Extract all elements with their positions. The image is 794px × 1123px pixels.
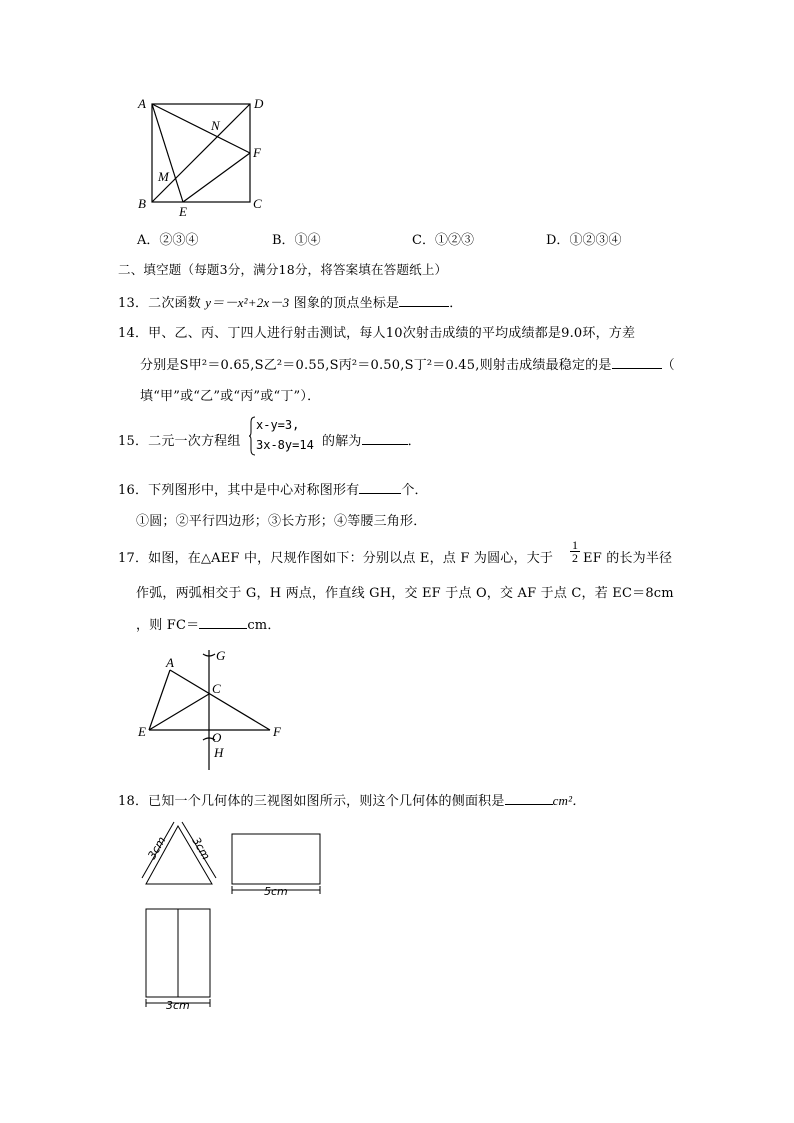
question-17-line3: ，则 FC＝ cm． <box>136 618 281 633</box>
answer-blank-15[interactable] <box>362 432 408 445</box>
label-o: O <box>212 730 222 745</box>
choice-d[interactable]: D．①②③④ <box>546 233 622 248</box>
segment-ec <box>149 694 209 730</box>
question-14-line1: 14．甲、乙、丙、丁四人进行射击测试，每人10次射击成绩的平均成绩都是9.0环，方差 <box>118 326 636 341</box>
label-d: D <box>254 96 264 111</box>
q12-choices <box>0 229 794 249</box>
answer-blank-13[interactable] <box>399 294 449 307</box>
segment-af <box>170 670 270 730</box>
triangle-figure <box>130 646 300 772</box>
brace-icon <box>248 416 256 456</box>
question-13: 13．二次函数 y＝－x²+2x－3 图象的顶点坐标是 ． <box>118 295 463 311</box>
answer-blank-14[interactable] <box>612 356 662 369</box>
dim-label-right: 3cm <box>189 835 213 863</box>
label-f: F <box>253 145 261 160</box>
label-a: A <box>138 96 146 111</box>
label-m: M <box>158 169 169 184</box>
answer-blank-16[interactable] <box>359 481 401 494</box>
dim-label-left: 3cm <box>145 834 169 862</box>
diagonal-bd <box>152 104 250 202</box>
section-heading: 二、填空题（每题3分，满分18分，将答案填在答题纸上） <box>118 262 448 277</box>
label-a: A <box>166 655 174 670</box>
segment-ae <box>149 670 170 730</box>
fraction-one-half: 1 2 <box>572 538 578 565</box>
choice-c[interactable]: C．①②③ <box>412 233 474 248</box>
question-17-line1b: EF 的长为半径 <box>583 551 673 566</box>
answer-blank-17[interactable] <box>199 616 247 629</box>
question-18: 18．已知一个几何体的三视图如图所示，则这个几何体的侧面积是 cm²． <box>118 793 586 809</box>
choice-a[interactable]: A．②③④ <box>137 233 199 248</box>
question-16-line1: 16．下列图形中，其中是中心对称图形有 个． <box>118 483 428 498</box>
label-e: E <box>179 204 187 219</box>
question-15-tail: 的解为 ． <box>322 434 421 449</box>
answer-blank-18[interactable] <box>505 792 553 805</box>
equation-2: 3x-8y=14 <box>256 438 314 452</box>
dim-label-top: 3cm <box>166 999 190 1012</box>
label-c: C <box>212 681 221 696</box>
label-g: G <box>216 648 226 663</box>
choice-b[interactable]: B．①④ <box>272 233 321 248</box>
label-f: F <box>273 724 281 739</box>
side-view-rectangle <box>232 834 320 884</box>
label-c: C <box>253 196 262 211</box>
square-figure <box>130 92 280 222</box>
label-b: B <box>138 196 146 211</box>
label-e: E <box>138 724 146 739</box>
dim-label-side: 5cm <box>264 885 288 898</box>
question-14-line2: 分别是S甲²＝0.65,S乙²＝0.55,S丙²＝0.50,S丁²＝0.45,则射击成绩最稳定的是 （ <box>140 358 675 373</box>
question-16-line2: ①圆；②平行四边形；③长方形；④等腰三角形． <box>136 514 427 529</box>
three-views-figure <box>130 816 330 1016</box>
segment-af <box>152 104 250 153</box>
label-n: N <box>211 118 220 133</box>
equation-1: x-y=3, <box>256 418 300 432</box>
question-17-line2: 作弧，两弧相交于 G，H 两点，作直线 GH，交 EF 于点 O，交 AF 于点 C，若 EC＝8cm <box>136 586 674 601</box>
question-15: 15．二元一次方程组 <box>118 434 241 449</box>
question-17-line1a: 17．如图，在△AEF 中，尺规作图如下：分别以点 E，点 F 为圆心，大于 <box>118 551 554 566</box>
equation-system <box>248 416 328 456</box>
question-14-line3: 填“甲”或“乙”或“丙”或“丁”）． <box>140 389 321 404</box>
label-h: H <box>214 745 224 760</box>
